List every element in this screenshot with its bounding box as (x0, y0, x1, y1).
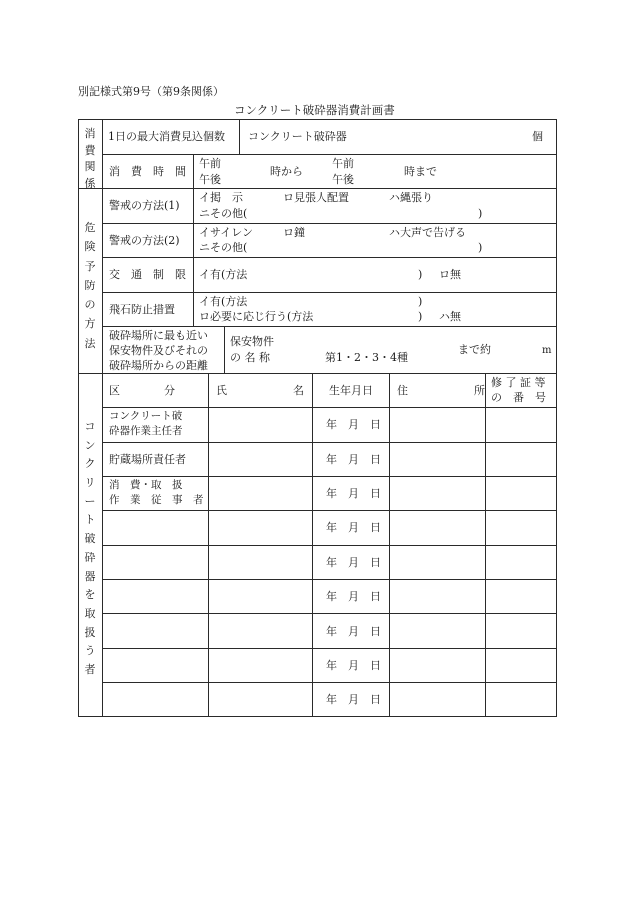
col-cert-2: の 番 号 (491, 391, 546, 404)
stone-label: 飛石防止措置 (109, 303, 175, 316)
col-address: 住 所 (397, 384, 485, 397)
traffic-close: ) (418, 268, 423, 281)
birth-date: 年 月 日 (326, 693, 381, 706)
birth-date: 年 月 日 (326, 453, 381, 466)
warn2-option-a: イサイレン (199, 226, 253, 239)
traffic-yes: イ有(方法 (199, 268, 248, 281)
warn1-option-b: ロ見張人配置 (283, 191, 349, 204)
from-label: 時から (270, 165, 303, 178)
warn2-other: ニその他( (199, 241, 248, 254)
warn1-label: 警戒の方法(1) (109, 199, 180, 212)
warn1-option-a: イ掲 示 (199, 191, 243, 204)
stone-yes: イ有(方法 (199, 295, 248, 308)
role-line-1: コンクリート破 (109, 410, 183, 422)
until-label: 時まで (404, 165, 437, 178)
stone-need-close: ) (418, 310, 423, 323)
role-line-2: 砕器作業主任者 (109, 425, 183, 437)
consumption-section-label: 消費関係 (84, 127, 96, 190)
warn2-label: 警戒の方法(2) (109, 234, 180, 247)
stone-need: ロ必要に応じ行う(方法 (199, 310, 314, 323)
birth-date: 年 月 日 (326, 625, 381, 638)
birth-date: 年 月 日 (326, 487, 381, 500)
device-name: コンクリート破砕器 (248, 130, 347, 143)
distance-label-1: 破砕場所に最も近い (109, 329, 208, 342)
handlers-section-label: コンクリート破砕器を取扱う者 (84, 420, 96, 676)
birth-date: 年 月 日 (326, 418, 381, 431)
meter-unit: m (542, 345, 552, 356)
traffic-no: ロ無 (439, 268, 461, 281)
distance-label-3: 破砕場所からの距離 (109, 359, 208, 372)
end-am: 午前 (332, 157, 354, 170)
warn2-close: ) (478, 241, 483, 254)
warn2-option-b: ロ鐘 (283, 226, 305, 239)
col-cert-1: 修 了 証 等 (491, 376, 546, 389)
start-pm: 午後 (199, 173, 221, 186)
consumption-time-label: 消 費 時 間 (109, 165, 186, 178)
prevention-section-label: 危険予防の方法 (84, 221, 96, 350)
end-pm: 午後 (332, 173, 354, 186)
distance-label-2: 保安物件及びそれの (109, 344, 208, 357)
warn1-option-c: ハ縄張り (389, 191, 433, 204)
birth-date: 年 月 日 (326, 521, 381, 534)
about-label: まで約 (458, 343, 491, 356)
col-kubun: 区 分 (109, 384, 175, 397)
unit-label: 個 (532, 130, 543, 143)
role-line-2: 作 業 従 事 者 (109, 494, 204, 506)
property-category: 第1・2・3・4種 (325, 351, 408, 364)
stone-no: ハ無 (439, 310, 461, 323)
max-consumption-label: 1日の最大消費見込個数 (108, 130, 225, 143)
form-number: 別記様式第9号（第9条関係） (78, 85, 224, 98)
form-title: コンクリート破砕器消費計画書 (234, 103, 395, 117)
birth-date: 年 月 日 (326, 590, 381, 603)
warn1-close: ) (478, 207, 483, 220)
col-birth: 生年月日 (329, 384, 373, 397)
role-line-1: 消 費・取 扱 (109, 479, 183, 491)
traffic-label: 交 通 制 限 (109, 268, 186, 281)
birth-date: 年 月 日 (326, 659, 381, 672)
warn2-option-c: ハ大声で告げる (389, 226, 466, 239)
stone-yes-close: ) (418, 295, 423, 308)
start-am: 午前 (199, 157, 221, 170)
property-label-1: 保安物件 (230, 335, 274, 348)
birth-date: 年 月 日 (326, 556, 381, 569)
property-label-2: の 名 称 (230, 351, 270, 364)
col-name: 氏 名 (216, 384, 304, 397)
role-line-1: 貯蔵場所責任者 (109, 453, 186, 466)
warn1-other: ニその他( (199, 207, 248, 220)
